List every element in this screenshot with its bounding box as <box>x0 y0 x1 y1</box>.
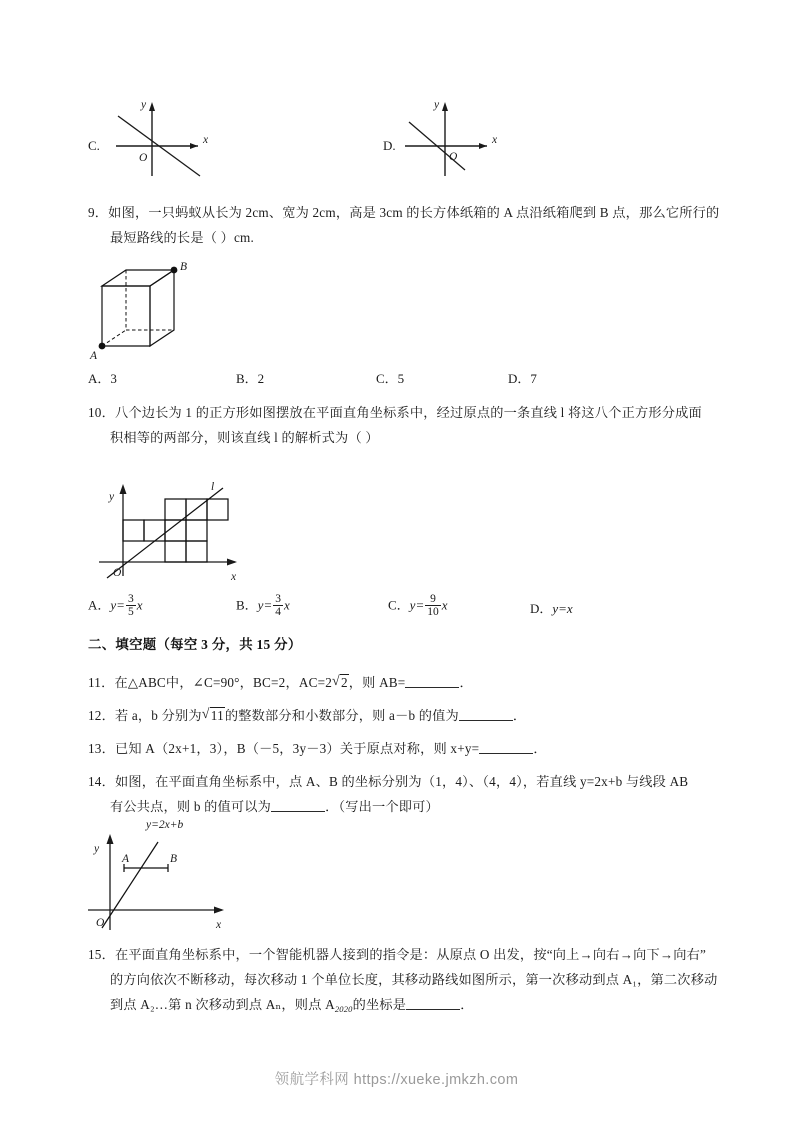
question-11 <box>88 670 713 695</box>
q10-origin-label: O <box>113 567 122 579</box>
question-9 <box>88 200 720 250</box>
q14-line-2-a: 有公共点，则 b 的值可以为 <box>110 799 272 814</box>
q14-point-a-label: A <box>122 853 130 865</box>
q8-c-y-axis-label: y <box>141 99 147 111</box>
question-13 <box>88 736 713 761</box>
q9-point-a-dot <box>99 343 106 350</box>
q14-y-axis-label: y <box>94 843 100 855</box>
q8-option-c-graph <box>88 88 238 180</box>
q10-option-a-prefix: A． <box>88 597 111 613</box>
q10-option-d-expression: y=x <box>552 601 573 616</box>
q15-line-3-b: 的坐标是 <box>352 997 407 1012</box>
q13-tail: ． <box>533 741 547 756</box>
q15-subscript-2020: 2020 <box>334 1004 353 1014</box>
q10-y-axis-label: y <box>109 491 115 503</box>
q14-graph-figure <box>80 812 310 934</box>
q10-option-c-fraction: $\frac{9}{10}$ <box>427 593 439 619</box>
q10-line-label: l <box>211 481 215 493</box>
q11-radical: √ 2 <box>332 670 349 695</box>
q11-suffix: ，则 AB= <box>348 675 406 690</box>
q11-tail: ． <box>459 675 473 690</box>
q14-graph-svg <box>80 812 310 934</box>
q14-line-equation-label: y=2x+b <box>146 819 184 831</box>
q10-option-d-prefix: D． <box>530 601 553 616</box>
q12-prefix: 12．若 a，b 分别为 <box>88 708 202 723</box>
q13-text: 13．已知 A（2x+1，3），B（－5，3y－3）关于原点对称，则 x+y= <box>88 741 480 756</box>
q14-line-1: 14．如图，在平面直角坐标系中，点 A、B 的坐标分别为（1，4）、（4，4），若直线 y=2x+b 与线段 AB <box>88 774 689 789</box>
q9-option-d[interactable]: D．7 <box>508 371 537 386</box>
q8-c-origin-label: O <box>139 152 148 164</box>
q9-line-1: 9．如图，一只蚂蚁从长为 2cm、宽为 2cm，高是 3cm 的长方体纸箱的 A 点沿纸箱爬到 B 点，那么它所行的 <box>88 205 720 220</box>
q10-line-1: 10．八个边长为 1 的正方形如图摆放在平面直角坐标系中，经过原点的一条直线 l 将这八个正方形分成面 <box>88 405 702 420</box>
q14-origin-label: O <box>96 917 105 929</box>
q12-answer-blank[interactable] <box>459 708 513 721</box>
question-10 <box>88 400 713 450</box>
q11-prefix: 11．在△ABC中，∠C=90°，BC=2，AC=2 <box>88 675 332 690</box>
q15-line-3 <box>88 992 713 1022</box>
q10-option-b-prefix: B． <box>236 597 258 613</box>
q12-radical: √ 11 <box>202 703 225 728</box>
q10-option-c-prefix: C． <box>388 597 410 613</box>
q9-point-b-label: B <box>180 261 188 273</box>
q10-squares-svg <box>95 468 310 586</box>
q9-point-a-label: A <box>90 350 98 362</box>
q10-x-axis-label: x <box>231 571 237 583</box>
q12-tail: ． <box>512 708 527 723</box>
q8-option-d-graph <box>383 88 533 180</box>
q15-answer-blank[interactable] <box>406 997 460 1010</box>
q10-options <box>88 592 713 622</box>
q11-answer-blank[interactable] <box>405 675 459 688</box>
q8-option-d-label: D. <box>383 138 396 153</box>
footer-watermark: 领航学科网 https://xueke.jmkzh.com <box>274 1072 519 1088</box>
q12-suffix: 的整数部分和小数部分，则 a－b 的值为 <box>224 708 459 723</box>
q9-option-c[interactable]: C．5 <box>376 371 405 386</box>
q10-option-a-fraction: $\frac{3}{5}$ <box>127 593 134 619</box>
q10-squares-figure <box>95 468 310 586</box>
q9-option-b[interactable]: B．2 <box>236 371 265 386</box>
q9-line-2: 最短路线的长是（ ）cm. <box>110 230 254 245</box>
q8-option-d-figure <box>383 88 533 180</box>
q10-option-c[interactable]: C．y= $\frac{9}{10}$ x <box>388 593 448 619</box>
question-15 <box>88 942 718 1022</box>
q10-line-2: 积相等的两部分，则该直线 l 的解析式为（ ） <box>110 430 379 445</box>
q9-options <box>88 368 713 394</box>
q14-answer-blank[interactable] <box>271 799 325 812</box>
q9-option-a[interactable]: A．3 <box>88 371 117 386</box>
q8-d-y-axis-label: y <box>434 99 440 111</box>
question-12 <box>88 703 713 728</box>
q10-option-b[interactable]: B．y= $\frac{3}{4}$ x <box>236 593 290 619</box>
q10-option-d[interactable] <box>530 598 573 617</box>
q8-d-origin-label: O <box>449 151 458 163</box>
q10-option-a[interactable]: A．y= $\frac{3}{5}$ x <box>88 593 143 619</box>
section-2-heading: 二、填空题（每空 3 分，共 15 分） <box>88 637 302 652</box>
q14-point-b-label: B <box>170 853 178 865</box>
q15-line-1: 15．在平面直角坐标系中，一个智能机器人接到的指令是：从原点 O 出发，按“向上→向右→向下→向右” <box>88 947 707 962</box>
q14-x-axis-label: x <box>216 919 222 931</box>
q13-answer-blank[interactable] <box>479 741 533 754</box>
q15-line-3-a: 到点 A₂…第 n 次移动到点 Aₙ，则点 A <box>110 997 335 1012</box>
q8-option-c-figure <box>88 88 238 180</box>
q15-tail: ． <box>460 997 474 1012</box>
q9-cuboid-svg <box>88 261 218 364</box>
q8-d-x-axis-label: x <box>492 134 498 146</box>
q9-point-b-dot <box>171 267 178 274</box>
q10-option-b-fraction: $\frac{3}{4}$ <box>275 593 281 619</box>
q14-line-2-b: ．（写出一个即可） <box>325 799 439 814</box>
q15-line-2: 的方向依次不断移动，每次移动 1 个单位长度，其移动路线如图所示，第一次移动到点 A₁，第二次移动 <box>110 972 718 987</box>
q8-option-c-label: C. <box>88 138 100 153</box>
q9-cuboid-figure <box>88 261 218 364</box>
q8-c-x-axis-label: x <box>203 134 209 146</box>
